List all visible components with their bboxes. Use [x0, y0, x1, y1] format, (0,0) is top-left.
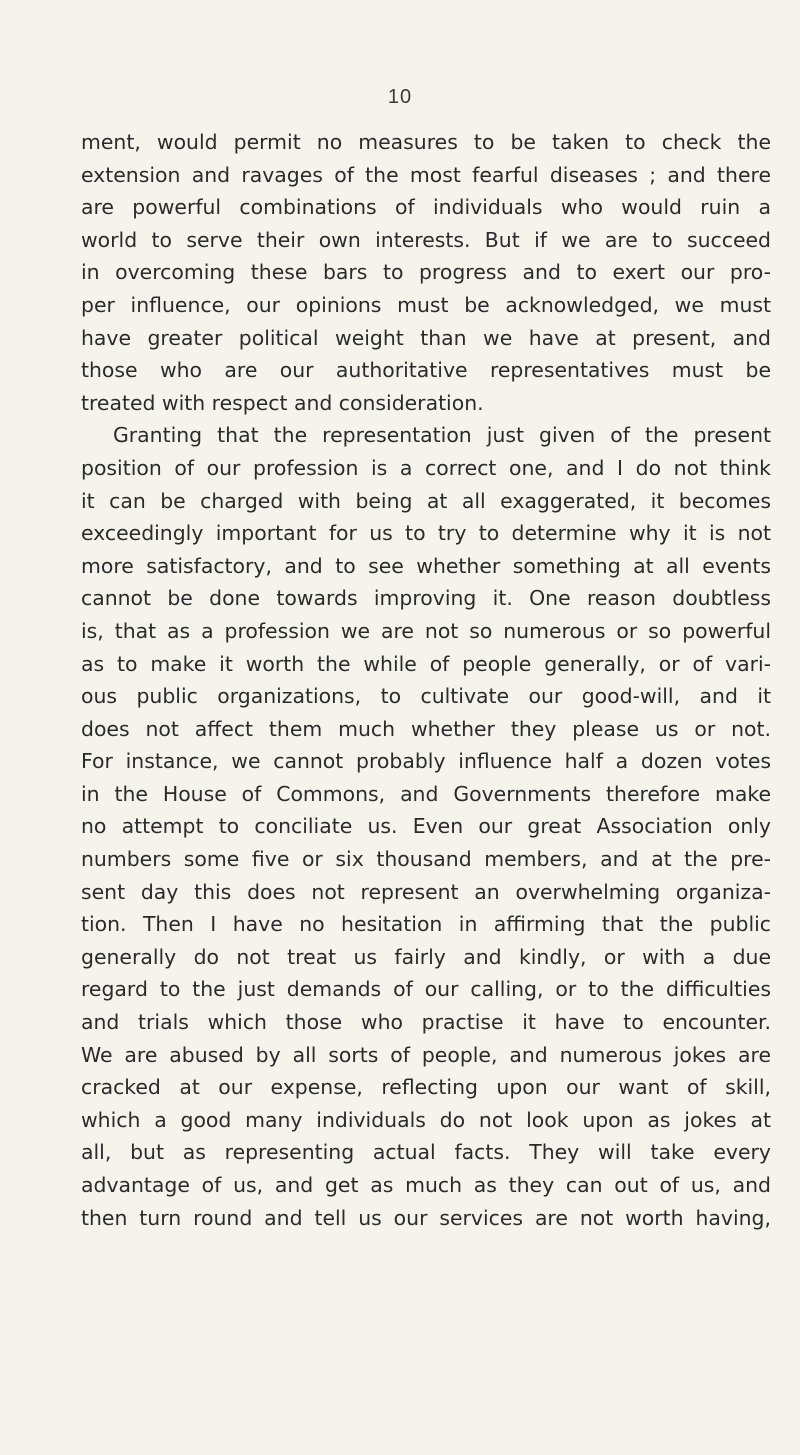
text-line: those who are our authoritative representatives must be [81, 358, 771, 383]
text-line: then turn round and tell us our services are not worth having, [81, 1205, 771, 1230]
text-line: no attempt to conciliate us. Even our great Association only [81, 814, 771, 839]
text-line: advantage of us, and get as much as they can out of us, and [81, 1173, 771, 1197]
text-line: cannot be done towards improving it. One reason doubtless [81, 586, 771, 611]
text-line: world to serve their own interests. But if we are to succeed [81, 227, 771, 252]
text-line: For instance, we cannot probably influence half a dozen votes [81, 749, 771, 774]
text-line: sent day this does not represent an overwhelming organiza- [81, 879, 771, 904]
text-line: all, but as representing actual facts. They will take every [81, 1140, 771, 1165]
text-line: regard to the just demands of our calling, or to the difficulties [81, 977, 771, 1002]
text-line: We are abused by all sorts of people, and numerous jokes are [81, 1042, 771, 1067]
text-line: more satisfactory, and to see whether something at all events [81, 553, 771, 578]
text-line: position of our profession is a correct one, and I do not think [81, 455, 771, 480]
body-text [81, 126, 771, 1234]
text-line: it can be charged with being at all exaggerated, it becomes [81, 488, 771, 513]
text-line: treated with respect and consideration. [81, 390, 484, 415]
text-line: and trials which those who practise it have to encounter. [81, 1010, 771, 1035]
text-line: have greater political weight than we have at present, and [81, 325, 771, 350]
text-line: per influence, our opinions must be acknowledged, we must [81, 292, 771, 317]
text-line: are powerful combinations of individuals who would ruin a [81, 195, 771, 220]
text-line: is, that as a profession we are not so numerous or so powerful [81, 618, 771, 643]
text-line: generally do not treat us fairly and kindly, or with a due [81, 944, 771, 969]
text-line: in the House of Commons, and Governments therefore make [81, 781, 771, 806]
text-line: cracked at our expense, reflecting upon our want of skill, [81, 1075, 771, 1100]
text-line: in overcoming these bars to progress and to exert our pro- [81, 260, 771, 285]
text-line: ous public organizations, to cultivate our good-will, and it [81, 684, 771, 709]
page-number: 10 [387, 86, 413, 108]
text-line: Granting that the representation just given of the present [113, 423, 771, 448]
text-line: tion. Then I have no hesitation in affirming that the public [81, 912, 771, 937]
text-line: extension and ravages of the most fearful diseases ; and there [81, 162, 771, 187]
text-line: does not affect them much whether they please us or not. [81, 716, 771, 741]
text-line: which a good many individuals do not look upon as jokes at [81, 1107, 771, 1132]
text-line: numbers some five or six thousand members, and at the pre- [81, 847, 771, 872]
text-line: ment, would permit no measures to be taken to check the [81, 130, 771, 154]
text-line: as to make it worth the while of people generally, or of vari- [81, 651, 771, 676]
text-line: exceedingly important for us to try to determine why it is not [81, 521, 771, 546]
